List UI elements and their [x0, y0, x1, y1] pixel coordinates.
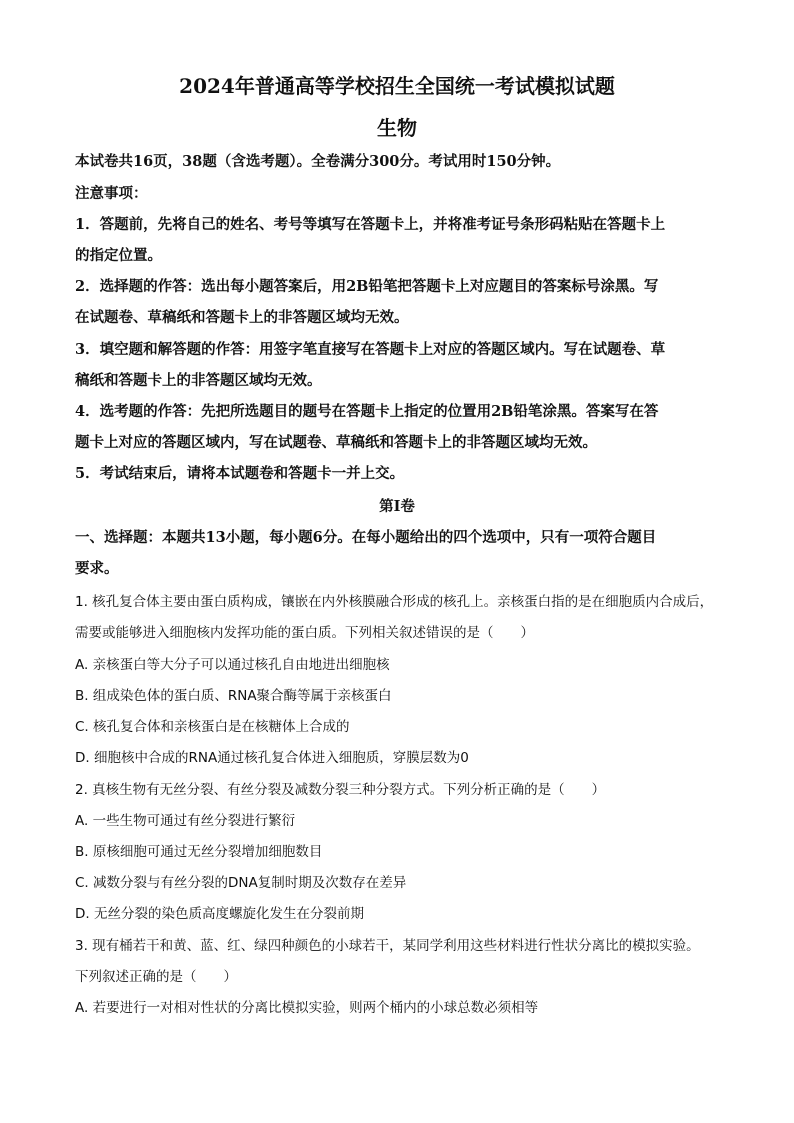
notice-line: 3．填空题和解答题的作答：用签字笔直接写在答题卡上对应的答题区域内。写在试题卷、草 [75, 341, 666, 358]
notice-heading: 注意事项： [75, 185, 148, 202]
option-c: C. 核孔复合体和亲核蛋白是在核糖体上合成的 [75, 719, 350, 735]
question-stem: 2. 真核生物有无丝分裂、有丝分裂及减数分裂三种分裂方式。下列分析正确的是（ ） [75, 782, 606, 798]
option-b: B. 组成染色体的蛋白质、RNA聚合酶等属于亲核蛋白 [75, 688, 392, 704]
option-d: D. 无丝分裂的染色质高度螺旋化发生在分裂前期 [75, 906, 364, 922]
option-b: B. 原核细胞可通过无丝分裂增加细胞数目 [75, 844, 323, 860]
subject-title: 生物 [377, 116, 417, 140]
question-stem: 1. 核孔复合体主要由蛋白质构成，镶嵌在内外核膜融合形成的核孔上。亲核蛋白指的是在细胞质内合成后， [75, 594, 714, 610]
notice-line: 5．考试结束后，请将本试题卷和答题卡一并上交。 [75, 465, 405, 482]
volume-heading: 第I卷 [379, 498, 415, 515]
notice-line: 4．选考题的作答：先把所选题目的题号在答题卡上指定的位置用2B铅笔涂黑。答案写在答 [75, 403, 659, 420]
option-d: D. 细胞核中合成的RNA通过核孔复合体进入细胞质，穿膜层数为0 [75, 750, 469, 766]
option-a: A. 若要进行一对相对性状的分离比模拟实验，则两个桶内的小球总数必须相等 [75, 1000, 539, 1016]
section-heading-cont: 要求。 [75, 560, 119, 577]
question-stem: 需要或能够进入细胞核内发挥功能的蛋白质。下列相关叙述错误的是（ ） [75, 625, 534, 641]
section-heading: 一、选择题：本题共13小题，每小题6分。在每小题给出的四个选项中，只有一项符合题目 [75, 529, 657, 546]
option-c: C. 减数分裂与有丝分裂的DNA复制时期及次数存在差异 [75, 875, 407, 891]
exam-intro: 本试卷共16页，38题（含选考题）。全卷满分300分。考试用时150分钟。 [75, 153, 561, 170]
exam-title: 2024年普通高等学校招生全国统一考试模拟试题 [179, 74, 615, 98]
notice-line: 在试题卷、草稿纸和答题卡上的非答题区域均无效。 [75, 309, 409, 326]
question-stem: 3. 现有桶若干和黄、蓝、红、绿四种颜色的小球若干，某同学利用这些材料进行性状分离比的模拟实验。 [75, 938, 700, 954]
option-a: A. 亲核蛋白等大分子可以通过核孔自由地进出细胞核 [75, 657, 390, 673]
question-stem: 下列叙述正确的是（ ） [75, 969, 237, 985]
notice-line: 2．选择题的作答：选出每小题答案后，用2B铅笔把答题卡上对应题目的答案标号涂黑。写 [75, 278, 659, 295]
notice-line: 稿纸和答题卡上的非答题区域均无效。 [75, 372, 322, 389]
notice-line: 的指定位置。 [75, 247, 162, 264]
notice-line: 题卡上对应的答题区域内，写在试题卷、草稿纸和答题卡上的非答题区域均无效。 [75, 434, 597, 451]
notice-line: 1．答题前，先将自己的姓名、考号等填写在答题卡上，并将准考证号条形码粘贴在答题卡上 [75, 216, 666, 233]
option-a: A. 一些生物可通过有丝分裂进行繁衍 [75, 813, 296, 829]
